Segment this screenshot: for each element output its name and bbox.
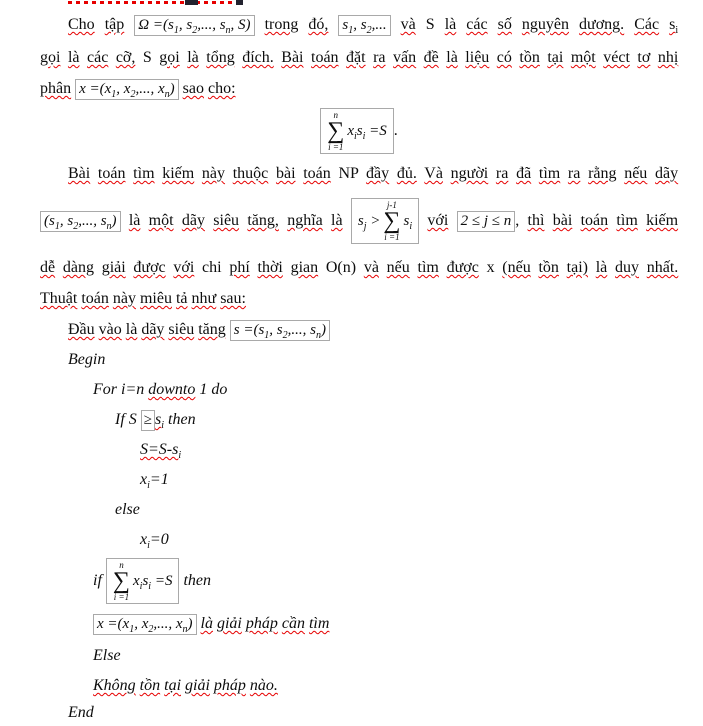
word: là: [331, 212, 343, 229]
sum-body: $s_i$: [403, 212, 413, 232]
word: cỡ,: [115, 49, 136, 66]
word: End: [68, 704, 94, 721]
word: nào.: [249, 677, 278, 694]
word: tìm: [133, 165, 155, 182]
sum-upper-limit: j-1: [386, 200, 397, 211]
word: phí: [229, 259, 250, 276]
word: toán: [303, 165, 331, 182]
word: như: [191, 290, 217, 307]
word: đã: [516, 165, 532, 182]
word: rằng: [588, 165, 617, 182]
word: với: [173, 259, 195, 276]
word: x: [486, 259, 495, 276]
word: Bài: [281, 49, 304, 66]
word: phân: [40, 80, 72, 97]
word: ,: [515, 212, 520, 229]
word: nếu: [386, 259, 410, 276]
word: Đầu: [68, 321, 95, 338]
word: giải: [101, 259, 126, 276]
geq-operator: ≥: [141, 410, 155, 431]
word: tìm: [417, 259, 439, 276]
word: tìm: [616, 212, 638, 229]
word: có: [496, 49, 512, 66]
word: nếu: [624, 165, 648, 182]
algo-if-sum: [40, 555, 678, 607]
word: tìm: [538, 165, 561, 182]
word: pháp: [245, 615, 278, 632]
algo-input-line: [40, 314, 678, 345]
algo-xi-0: [40, 525, 678, 555]
math-text: $S=S-s_i$: [140, 441, 182, 462]
word: là: [187, 49, 199, 66]
word: vào: [98, 321, 122, 338]
input-seq-formula: $s =(s_1$, $s_2$,..., $s_n$): [230, 320, 330, 341]
word: cần: [281, 615, 305, 632]
word: sau:: [220, 290, 246, 307]
word: số: [497, 16, 512, 33]
word: nhị: [657, 49, 679, 66]
word: siêu: [213, 212, 240, 229]
word: và: [363, 259, 379, 276]
word: tại): [566, 259, 588, 276]
word: toán: [97, 165, 126, 182]
word: này: [112, 290, 136, 307]
word: toán: [580, 212, 609, 229]
word: nghĩa: [287, 212, 323, 229]
word: đề: [423, 49, 439, 66]
sum-upper-limit: n: [119, 560, 124, 571]
word: Cho: [68, 16, 95, 33]
word: gian: [290, 259, 319, 276]
spellcheck-squiggle: [68, 1, 243, 4]
word: tại: [164, 677, 182, 694]
word: (nếu: [502, 259, 531, 276]
word: tập: [104, 16, 125, 33]
word: đặt: [346, 49, 366, 66]
math-text: $x_i=0$: [140, 531, 169, 552]
word: nhất.: [646, 259, 679, 276]
para2-line1: [40, 158, 678, 189]
word: được: [446, 259, 479, 276]
word: một: [570, 49, 596, 66]
omega-set-formula: $\Omega =(s_1$, $s_2$,..., $s_n$, S): [134, 15, 254, 36]
algo-else-inner: [40, 495, 678, 525]
algo-no-solution: [40, 671, 678, 701]
algo-xi-1: [40, 465, 678, 495]
word: toán: [311, 49, 339, 66]
word: với: [427, 212, 449, 229]
word: Begin: [68, 351, 106, 368]
word: Bài: [68, 165, 91, 182]
word: liệu: [465, 49, 490, 66]
j-range-formula: 2 ≤ j ≤ n: [457, 211, 516, 232]
word: các: [87, 49, 109, 66]
check-sum-formula: [106, 558, 180, 604]
sum-prefix: $s_j$ >: [357, 212, 381, 232]
word: đó,: [308, 16, 329, 33]
document-body: [40, 8, 678, 725]
para1-line3: [40, 73, 678, 104]
algo-subtract: [40, 435, 678, 465]
word: thời: [257, 259, 283, 276]
word: Else: [93, 647, 121, 664]
x-vector-formula: $x =(x_1$, $x_2$,..., $x_n$): [75, 79, 179, 100]
clipped-text-fragment: [236, 0, 243, 5]
word: toán: [81, 290, 109, 307]
word: tăng: [198, 321, 226, 338]
word: do: [211, 381, 228, 398]
para2-line2: [40, 189, 678, 252]
word: Và: [424, 165, 443, 182]
word: miêu: [139, 290, 172, 307]
word: là: [446, 49, 458, 66]
word: tăng,: [247, 212, 279, 229]
word: dãy: [181, 212, 205, 229]
sum-lower-limit: i =1: [384, 232, 400, 243]
word: pháp: [213, 677, 246, 694]
para2-line4: [40, 283, 678, 314]
word: vấn: [393, 49, 417, 66]
word: trong: [264, 16, 299, 33]
sigma-icon: ∑: [327, 117, 345, 144]
math-text: $s_i$: [669, 16, 679, 37]
para1-line2: [40, 42, 678, 73]
word: này: [201, 165, 226, 182]
sum-upper-limit: n: [333, 110, 339, 121]
word: tả: [175, 290, 188, 307]
word: If: [115, 411, 125, 428]
para2-line3: [40, 252, 678, 283]
word: Các: [634, 16, 660, 33]
word: dàng: [62, 259, 94, 276]
para1-line1: [40, 8, 678, 42]
word: tơ: [637, 49, 651, 66]
superincreasing-cond-formula: [351, 198, 419, 244]
word: nguyên: [521, 16, 569, 33]
word: siêu: [168, 321, 195, 338]
word: chi: [202, 259, 222, 276]
algo-end: [40, 701, 678, 725]
sigma-icon: ∑: [383, 207, 401, 234]
word: là: [128, 212, 141, 229]
word: đầy: [366, 165, 390, 182]
word: các: [466, 16, 488, 33]
word: giải: [185, 677, 210, 694]
word: là: [595, 259, 608, 276]
clipped-text-fragment: [185, 0, 198, 5]
algo-for: [40, 375, 678, 405]
word: véct: [603, 49, 630, 66]
clipped-previous-line: [40, 0, 678, 8]
word: kiếm: [162, 165, 195, 182]
word: là: [444, 16, 457, 33]
word: S: [142, 49, 152, 66]
word: ra: [495, 165, 509, 182]
word: else: [115, 501, 140, 518]
math-text: $x_i=1$: [140, 471, 169, 492]
word: là: [125, 321, 138, 338]
sum-lower-limit: i =1: [113, 592, 130, 603]
word: và: [400, 16, 416, 33]
word: For: [93, 381, 117, 398]
word: thuộc: [232, 165, 269, 182]
display-sum-equation: [40, 104, 678, 158]
sum-lower-limit: i =1: [328, 142, 344, 153]
math-text: i=n: [121, 381, 145, 398]
word: sao: [182, 80, 204, 97]
math-text: $s_i$: [155, 411, 165, 432]
word: là: [200, 615, 213, 632]
word: S: [425, 16, 435, 33]
sigma-stack: [113, 560, 130, 602]
sigma-stack: [327, 110, 344, 152]
word: NP: [338, 165, 359, 182]
word: đủ.: [396, 165, 417, 182]
word: một: [148, 212, 174, 229]
word: gọi: [40, 49, 61, 66]
word: dãy: [655, 165, 679, 182]
word: cho:: [207, 80, 236, 97]
word: then: [183, 572, 211, 589]
sum-equation-formula: [320, 108, 394, 154]
algo-if-geq: [40, 405, 678, 435]
sum-body: $x_is_i =S$: [347, 122, 387, 142]
word: tồn: [538, 259, 559, 276]
word: gọi: [159, 49, 180, 66]
word: người: [450, 165, 489, 182]
word: 1: [199, 381, 208, 398]
word: O(n): [325, 259, 357, 276]
word: if: [93, 572, 102, 589]
word: tổng: [206, 49, 235, 66]
word: dương.: [579, 16, 625, 33]
word: tồn: [139, 677, 161, 694]
word: ra: [567, 165, 581, 182]
word: kiếm: [646, 212, 679, 229]
sigma-icon: ∑: [112, 567, 130, 594]
word: bài: [275, 165, 296, 182]
word: dễ: [40, 259, 56, 276]
word: downto: [148, 381, 196, 398]
word: duy: [615, 259, 639, 276]
solution-vector-formula: $x =(x_1$, $x_2$,..., $x_n$): [93, 614, 197, 635]
word: Không: [93, 677, 136, 694]
word: S: [128, 411, 137, 428]
word: Thuật: [40, 290, 78, 307]
word: then: [168, 411, 196, 428]
s-sequence-formula: $s_1$, $s_2$,...: [338, 15, 390, 36]
algo-begin: [40, 345, 678, 375]
algo-solution: [40, 607, 678, 641]
word: giải: [216, 615, 242, 632]
word: bài: [552, 212, 573, 229]
word: dãy: [141, 321, 165, 338]
word: đích.: [242, 49, 274, 66]
word: .: [393, 122, 398, 139]
word: là: [67, 49, 80, 66]
word: thì: [527, 212, 545, 229]
word: tồn: [519, 49, 540, 66]
algo-else-outer: [40, 641, 678, 671]
word: tìm: [308, 615, 330, 632]
sigma-stack: [383, 200, 400, 242]
word: được: [133, 259, 166, 276]
sum-body: $x_is_i =S$: [133, 572, 173, 592]
superincreasing-seq-formula: ($s_1$, $s_2$,..., $s_n$): [40, 211, 121, 232]
word: tại: [547, 49, 564, 66]
word: ra: [373, 49, 386, 66]
